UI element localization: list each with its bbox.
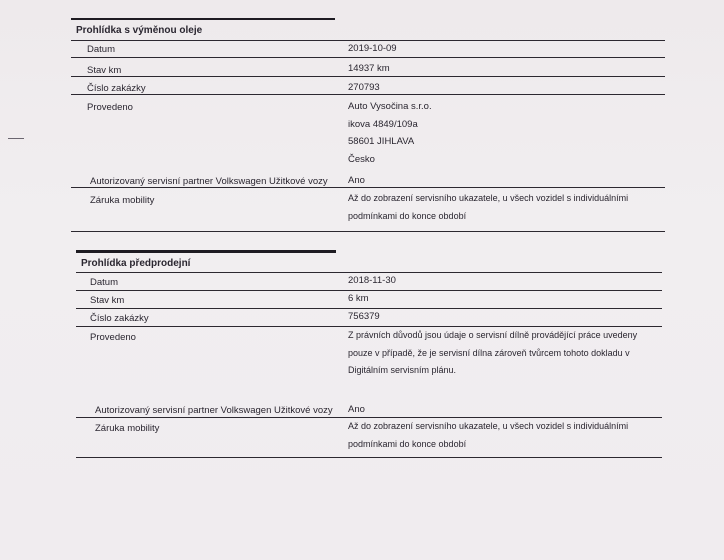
divider [76,457,662,458]
address-line: 58601 JIHLAVA [348,136,415,147]
text-line: podmínkami do konce období [348,210,467,221]
row-value: 756379 [348,311,380,322]
text-line: Digitálním servisním plánu. [348,365,457,375]
section-header [71,18,665,40]
row-value-multiline [348,190,628,225]
divider [76,290,662,291]
divider [71,187,665,188]
section-title: Prohlídka předprodejní [81,258,191,269]
section-header [76,250,662,272]
row-label: Záruka mobility [90,195,155,206]
text-line: Až do zobrazení servisního ukazatele, u všech vozidel s individuálními [348,193,629,203]
service-section-oil-change [71,18,665,221]
divider [71,57,665,58]
row-label: Autorizovaný servisní partner Volkswagen Užitkové vozy [95,405,333,416]
divider [71,231,665,232]
service-section-predelivery [76,250,662,449]
margin-mark [8,138,24,139]
address-line: Auto Vysočina s.r.o. [348,101,432,112]
row-label: Stav km [87,65,122,76]
address-line: ikova 4849/109a [348,118,418,130]
row-value: 6 km [348,293,369,304]
text-line: pouze v případě, že je servisní dílna zároveň tvůrcem tohoto dokladu v [348,347,630,358]
row-value: 2019-10-09 [348,43,397,54]
row-label: Datum [87,44,115,55]
text-line: Z právních důvodů jsou údaje o servisní dílně provádějící práce uvedeny [348,330,638,340]
row-label: Provedeno [87,102,133,113]
divider [71,94,665,95]
row-label: Autorizovaný servisní partner Volkswagen Užitkové vozy [90,176,328,187]
row-value-address [348,98,432,168]
row-value: Ano [348,404,365,415]
row-value-multiline [348,327,637,380]
divider [71,76,665,77]
text-line: podmínkami do konce období [348,438,467,449]
section-rule [71,18,335,20]
row-label: Stav km [90,295,125,306]
section-rule [76,250,336,253]
row-label: Číslo zakázky [90,313,149,324]
row-value: 14937 km [348,63,390,74]
row-value-multiline [348,418,628,453]
text-line: Až do zobrazení servisního ukazatele, u všech vozidel s individuálními [348,421,629,431]
row-label: Záruka mobility [95,423,160,434]
address-line: Česko [348,153,375,165]
row-label: Číslo zakázky [87,83,146,94]
row-label: Datum [90,277,118,288]
row-value: Ano [348,175,365,186]
section-title: Prohlídka s výměnou oleje [76,25,203,36]
row-label: Provedeno [90,332,136,343]
row-value: 2018-11-30 [348,275,396,286]
row-value: 270793 [348,82,380,93]
